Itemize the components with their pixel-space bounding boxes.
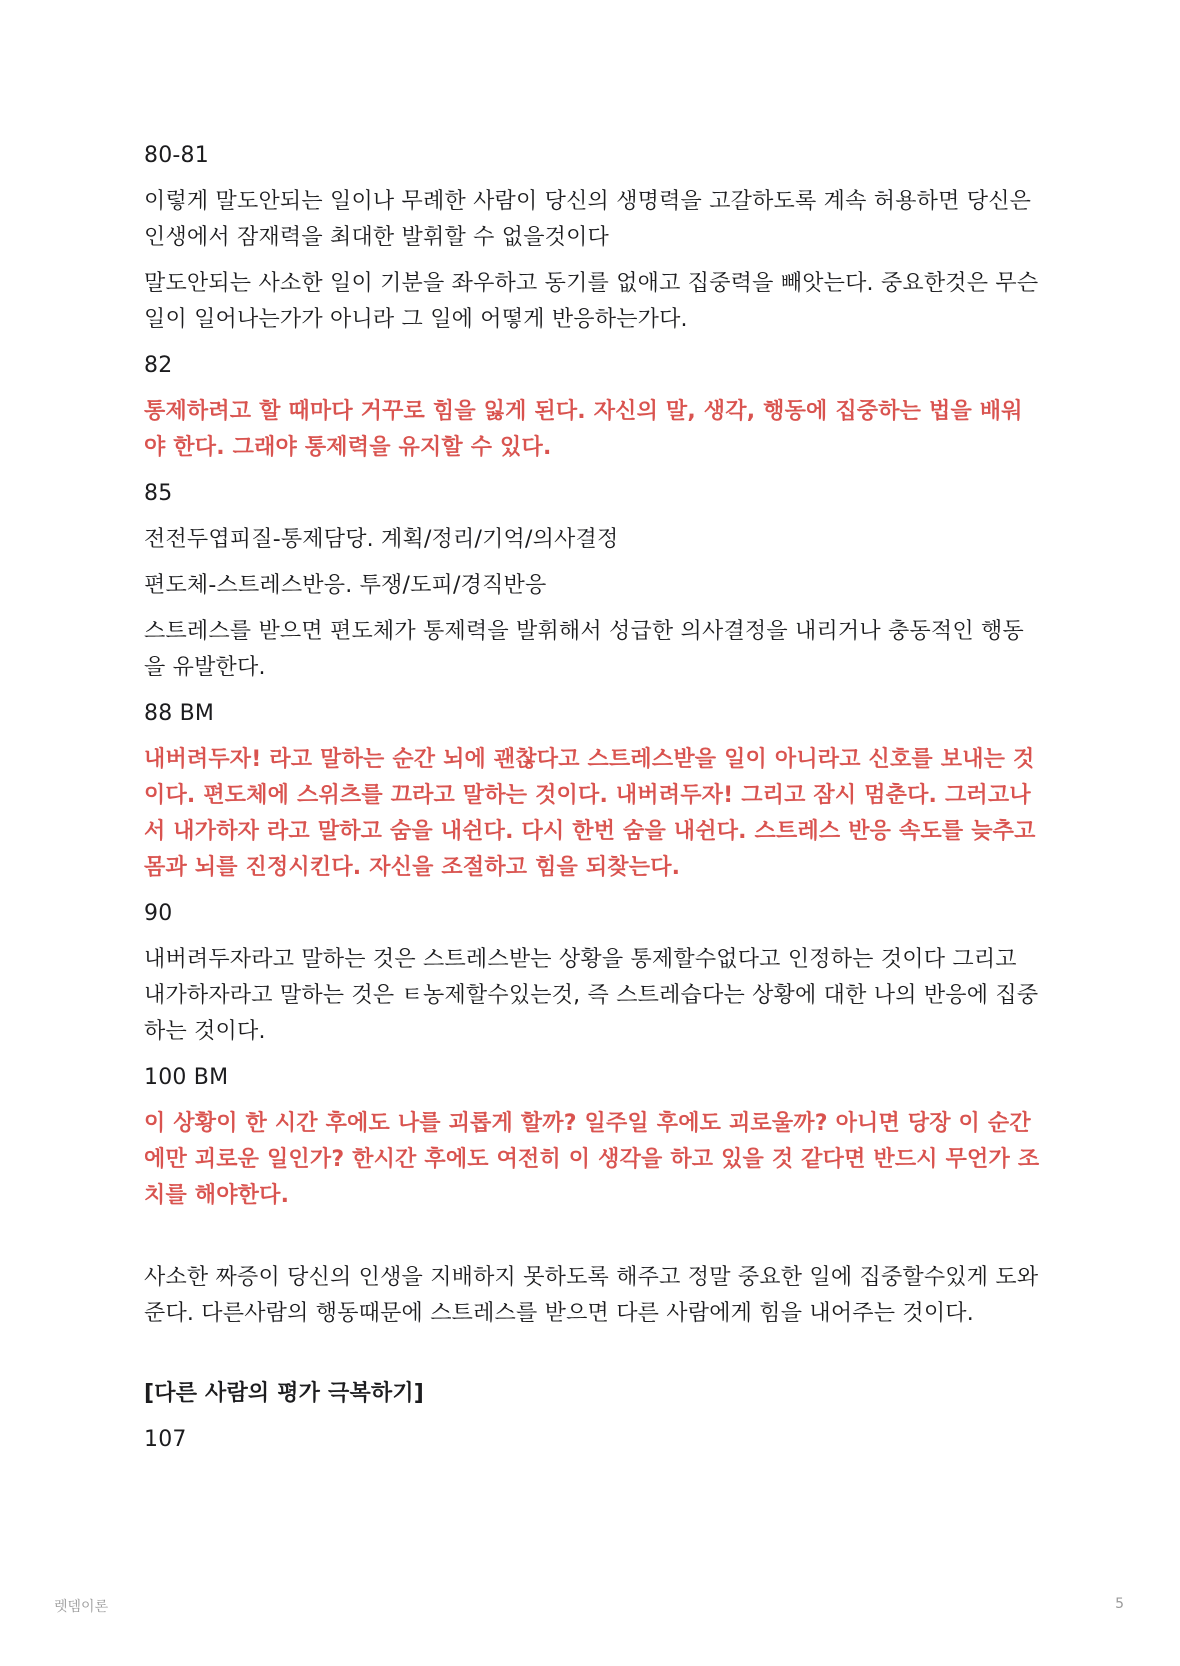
note-paragraph: 말도안되는 사소한 일이 기분을 좌우하고 동기를 없애고 집중력을 빼앗는다. 중요한것은 무슨 일이 일어나는가가 아니라 그 일에 어떻게 반응하는가다.: [144, 271, 1039, 332]
page-ref: 88 BM: [144, 701, 215, 726]
note-paragraph: 전전두엽피질-통제담당. 계획/정리/기억/의사결정: [144, 527, 619, 552]
note-paragraph: 편도체-스트레스반응. 투쟁/도피/경직반응: [144, 573, 547, 598]
note-paragraph: 사소한 짜증이 당신의 인생을 지배하지 못하도록 해주고 정말 중요한 일에 집중할수있게 도와준다. 다른사람의 행동때문에 스트레스를 받으면 다른 사람에게 힘을 내어주는 것이다.: [144, 1265, 1039, 1326]
note-paragraph: 스트레스를 받으면 편도체가 통제력을 발휘해서 성급한 의사결정을 내리거나 충동적인 행동을 유발한다.: [144, 619, 1024, 680]
page-ref: 90: [144, 901, 173, 926]
page-ref: 107: [144, 1427, 187, 1452]
footer-document-title: 렛뎀이론: [54, 1599, 109, 1615]
page-ref: 82: [144, 353, 173, 378]
page-ref: 80-81: [144, 143, 209, 168]
section-title: [다른 사람의 평가 극복하기]: [144, 1381, 425, 1406]
highlighted-quote: 내버려두자! 라고 말하는 순간 뇌에 괜찮다고 스트레스받을 일이 아니라고 신호를 보내는 것이다. 편도체에 스위츠를 끄라고 말하는 것이다. 내버려두자! 그리고 잠시 멈춘다. 그러고나서 내가하자 라고 말하고 숨을 내쉰다. 다시 한번 숨을 내쉰다. 스트레스 반응 속도를 늦추고 몸과 뇌를 진정시킨다. 자신을 조절하고 힘을 되찾는다.: [144, 747, 1036, 880]
footer-page-number: 5: [1115, 1596, 1124, 1612]
note-paragraph: 이렇게 말도안되는 일이나 무례한 사람이 당신의 생명력을 고갈하도록 계속 허용하면 당신은 인생에서 잠재력을 최대한 발휘할 수 없을것이다: [144, 189, 1032, 250]
page-body: [144, 138, 1044, 1468]
highlighted-quote: 통제하려고 할 때마다 거꾸로 힘을 잃게 된다. 자신의 말, 생각, 행동에 집중하는 법을 배워야 한다. 그래야 통제력을 유지할 수 있다.: [144, 399, 1023, 460]
highlighted-quote: 이 상황이 한 시간 후에도 나를 괴롭게 할까? 일주일 후에도 괴로울까? 아니면 당장 이 순간에만 괴로운 일인가? 한시간 후에도 여전히 이 생각을 하고 있을 것 같다면 반드시 무언가 조치를 해야한다.: [144, 1111, 1040, 1208]
page-ref: 85: [144, 481, 173, 506]
note-paragraph: 내버려두자라고 말하는 것은 스트레스받는 상황을 통제할수없다고 인정하는 것이다 그리고 내가하자라고 말하는 것은 ㅌ농제할수있는것, 즉 스트레습다는 상황에 대한 나의 반응에 집중하는 것이다.: [144, 947, 1039, 1044]
page-ref: 100 BM: [144, 1065, 229, 1090]
